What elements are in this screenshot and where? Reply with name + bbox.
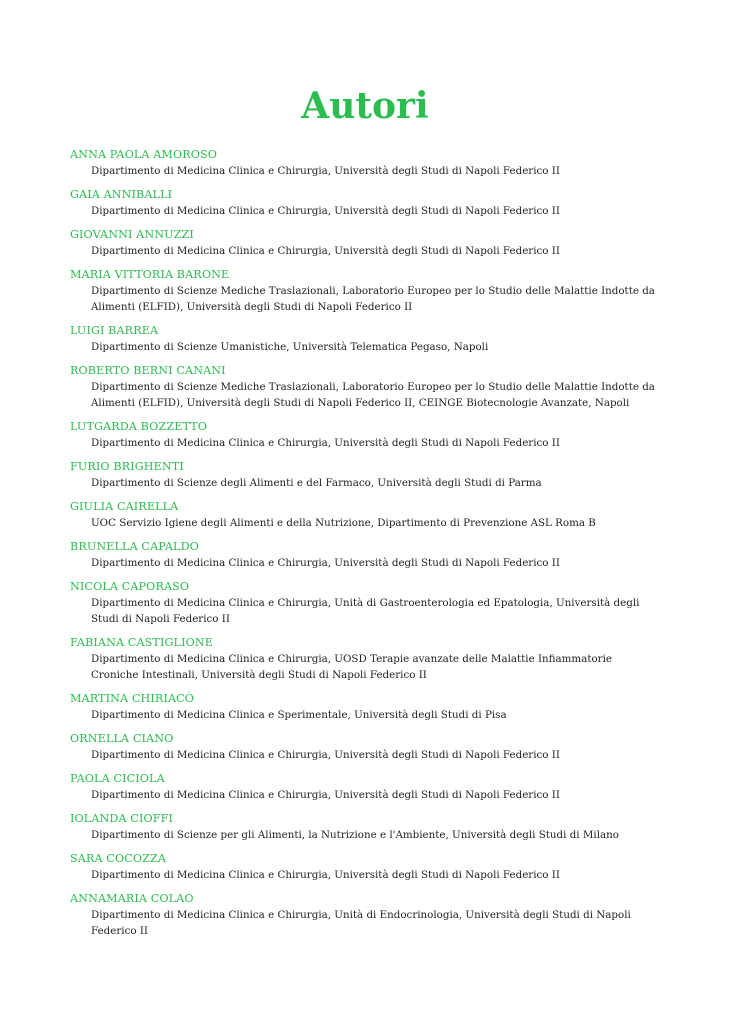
author-name: MARTINA CHIRIACÒ: [70, 692, 195, 705]
author-entry: [70, 227, 660, 259]
author-entry: [70, 267, 660, 315]
author-name: LUIGI BARREA: [70, 324, 159, 337]
author-entry: [70, 147, 660, 179]
author-affiliation: Dipartimento di Scienze Mediche Traslazionali, Laboratorio Europeo per lo Studio delle Malattie Indotte da Alimenti (ELFID), Università degli Studi di Napoli Federico II, CEINGE Biotecnologie Avanzate, Napoli: [91, 381, 655, 409]
author-entry: [70, 419, 660, 451]
author-name: LUTGARDA BOZZETTO: [70, 420, 208, 433]
author-entry: [70, 323, 660, 355]
author-affiliation: Dipartimento di Medicina Clinica e Chirurgia, Università degli Studi di Napoli Federico II: [91, 869, 560, 881]
author-entry: [70, 499, 660, 531]
author-name: GAIA ANNIBALLI: [70, 188, 173, 201]
author-name: ANNAMARIA COLAO: [70, 892, 194, 905]
author-name: PAOLA CICIOLA: [70, 772, 165, 785]
author-name: GIULIA CAIRELLA: [70, 500, 179, 513]
author-affiliation: Dipartimento di Medicina Clinica e Chirurgia, Università degli Studi di Napoli Federico II: [91, 165, 560, 177]
author-entry: [70, 635, 660, 683]
author-name: ORNELLA CIANO: [70, 732, 174, 745]
author-affiliation: Dipartimento di Medicina Clinica e Chirurgia, Unità di Endocrinologia, Università degli Studi di Napoli Federico II: [91, 909, 631, 937]
author-affiliation: Dipartimento di Scienze degli Alimenti e del Farmaco, Università degli Studi di Parma: [91, 477, 542, 489]
author-entry: [70, 811, 660, 843]
author-affiliation: Dipartimento di Medicina Clinica e Chirurgia, Unità di Gastroenterologia ed Epatologia, Università degli Studi di Napoli Federico II: [91, 597, 640, 625]
author-entry: [70, 459, 660, 491]
author-affiliation: Dipartimento di Medicina Clinica e Chirurgia, Università degli Studi di Napoli Federico II: [91, 749, 560, 761]
author-affiliation: Dipartimento di Medicina Clinica e Chirurgia, Università degli Studi di Napoli Federico II: [91, 789, 560, 801]
author-name: ROBERTO BERNI CANANI: [70, 364, 226, 377]
author-name: SARA COCOZZA: [70, 852, 167, 865]
author-name: GIOVANNI ANNUZZI: [70, 228, 194, 241]
author-affiliation: Dipartimento di Scienze Umanistiche, Università Telematica Pegaso, Napoli: [91, 341, 489, 353]
author-affiliation: Dipartimento di Scienze per gli Alimenti, la Nutrizione e l'Ambiente, Università degli Studi di Milano: [91, 829, 619, 841]
author-affiliation: Dipartimento di Scienze Mediche Traslazionali, Laboratorio Europeo per lo Studio delle Malattie Indotte da Alimenti (ELFID), Università degli Studi di Napoli Federico II: [91, 285, 655, 313]
author-entry: [70, 731, 660, 763]
author-entry: [70, 187, 660, 219]
author-affiliation: Dipartimento di Medicina Clinica e Chirurgia, Università degli Studi di Napoli Federico II: [91, 437, 560, 449]
author-affiliation: UOC Servizio Igiene degli Alimenti e della Nutrizione, Dipartimento di Prevenzione ASL Roma B: [91, 517, 596, 529]
page-title: Autori: [301, 85, 429, 127]
author-entry: [70, 579, 660, 627]
author-name: FABIANA CASTIGLIONE: [70, 636, 214, 649]
author-entry: [70, 771, 660, 803]
author-name: BRUNELLA CAPALDO: [70, 540, 199, 553]
author-affiliation: Dipartimento di Medicina Clinica e Chirurgia, Università degli Studi di Napoli Federico II: [91, 205, 560, 217]
author-entry: [70, 539, 660, 571]
author-entry: [70, 363, 660, 411]
author-entry: [70, 891, 660, 939]
author-affiliation: Dipartimento di Medicina Clinica e Sperimentale, Università degli Studi di Pisa: [91, 709, 507, 721]
author-name: IOLANDA CIOFFI: [70, 812, 173, 825]
author-name: MARIA VITTORIA BARONE: [70, 268, 230, 281]
author-affiliation: Dipartimento di Medicina Clinica e Chirurgia, Università degli Studi di Napoli Federico II: [91, 557, 560, 569]
author-entry: [70, 851, 660, 883]
author-entry: [70, 691, 660, 723]
author-name: NICOLA CAPORASO: [70, 580, 190, 593]
author-list: [70, 147, 660, 947]
author-affiliation: Dipartimento di Medicina Clinica e Chirurgia, UOSD Terapie avanzate delle Malattie Infiammatorie Croniche Intestinali, Università degli Studi di Napoli Federico II: [91, 653, 612, 681]
author-affiliation: Dipartimento di Medicina Clinica e Chirurgia, Università degli Studi di Napoli Federico II: [91, 245, 560, 257]
author-name: ANNA PAOLA AMOROSO: [70, 148, 218, 161]
author-name: FURIO BRIGHENTI: [70, 460, 184, 473]
